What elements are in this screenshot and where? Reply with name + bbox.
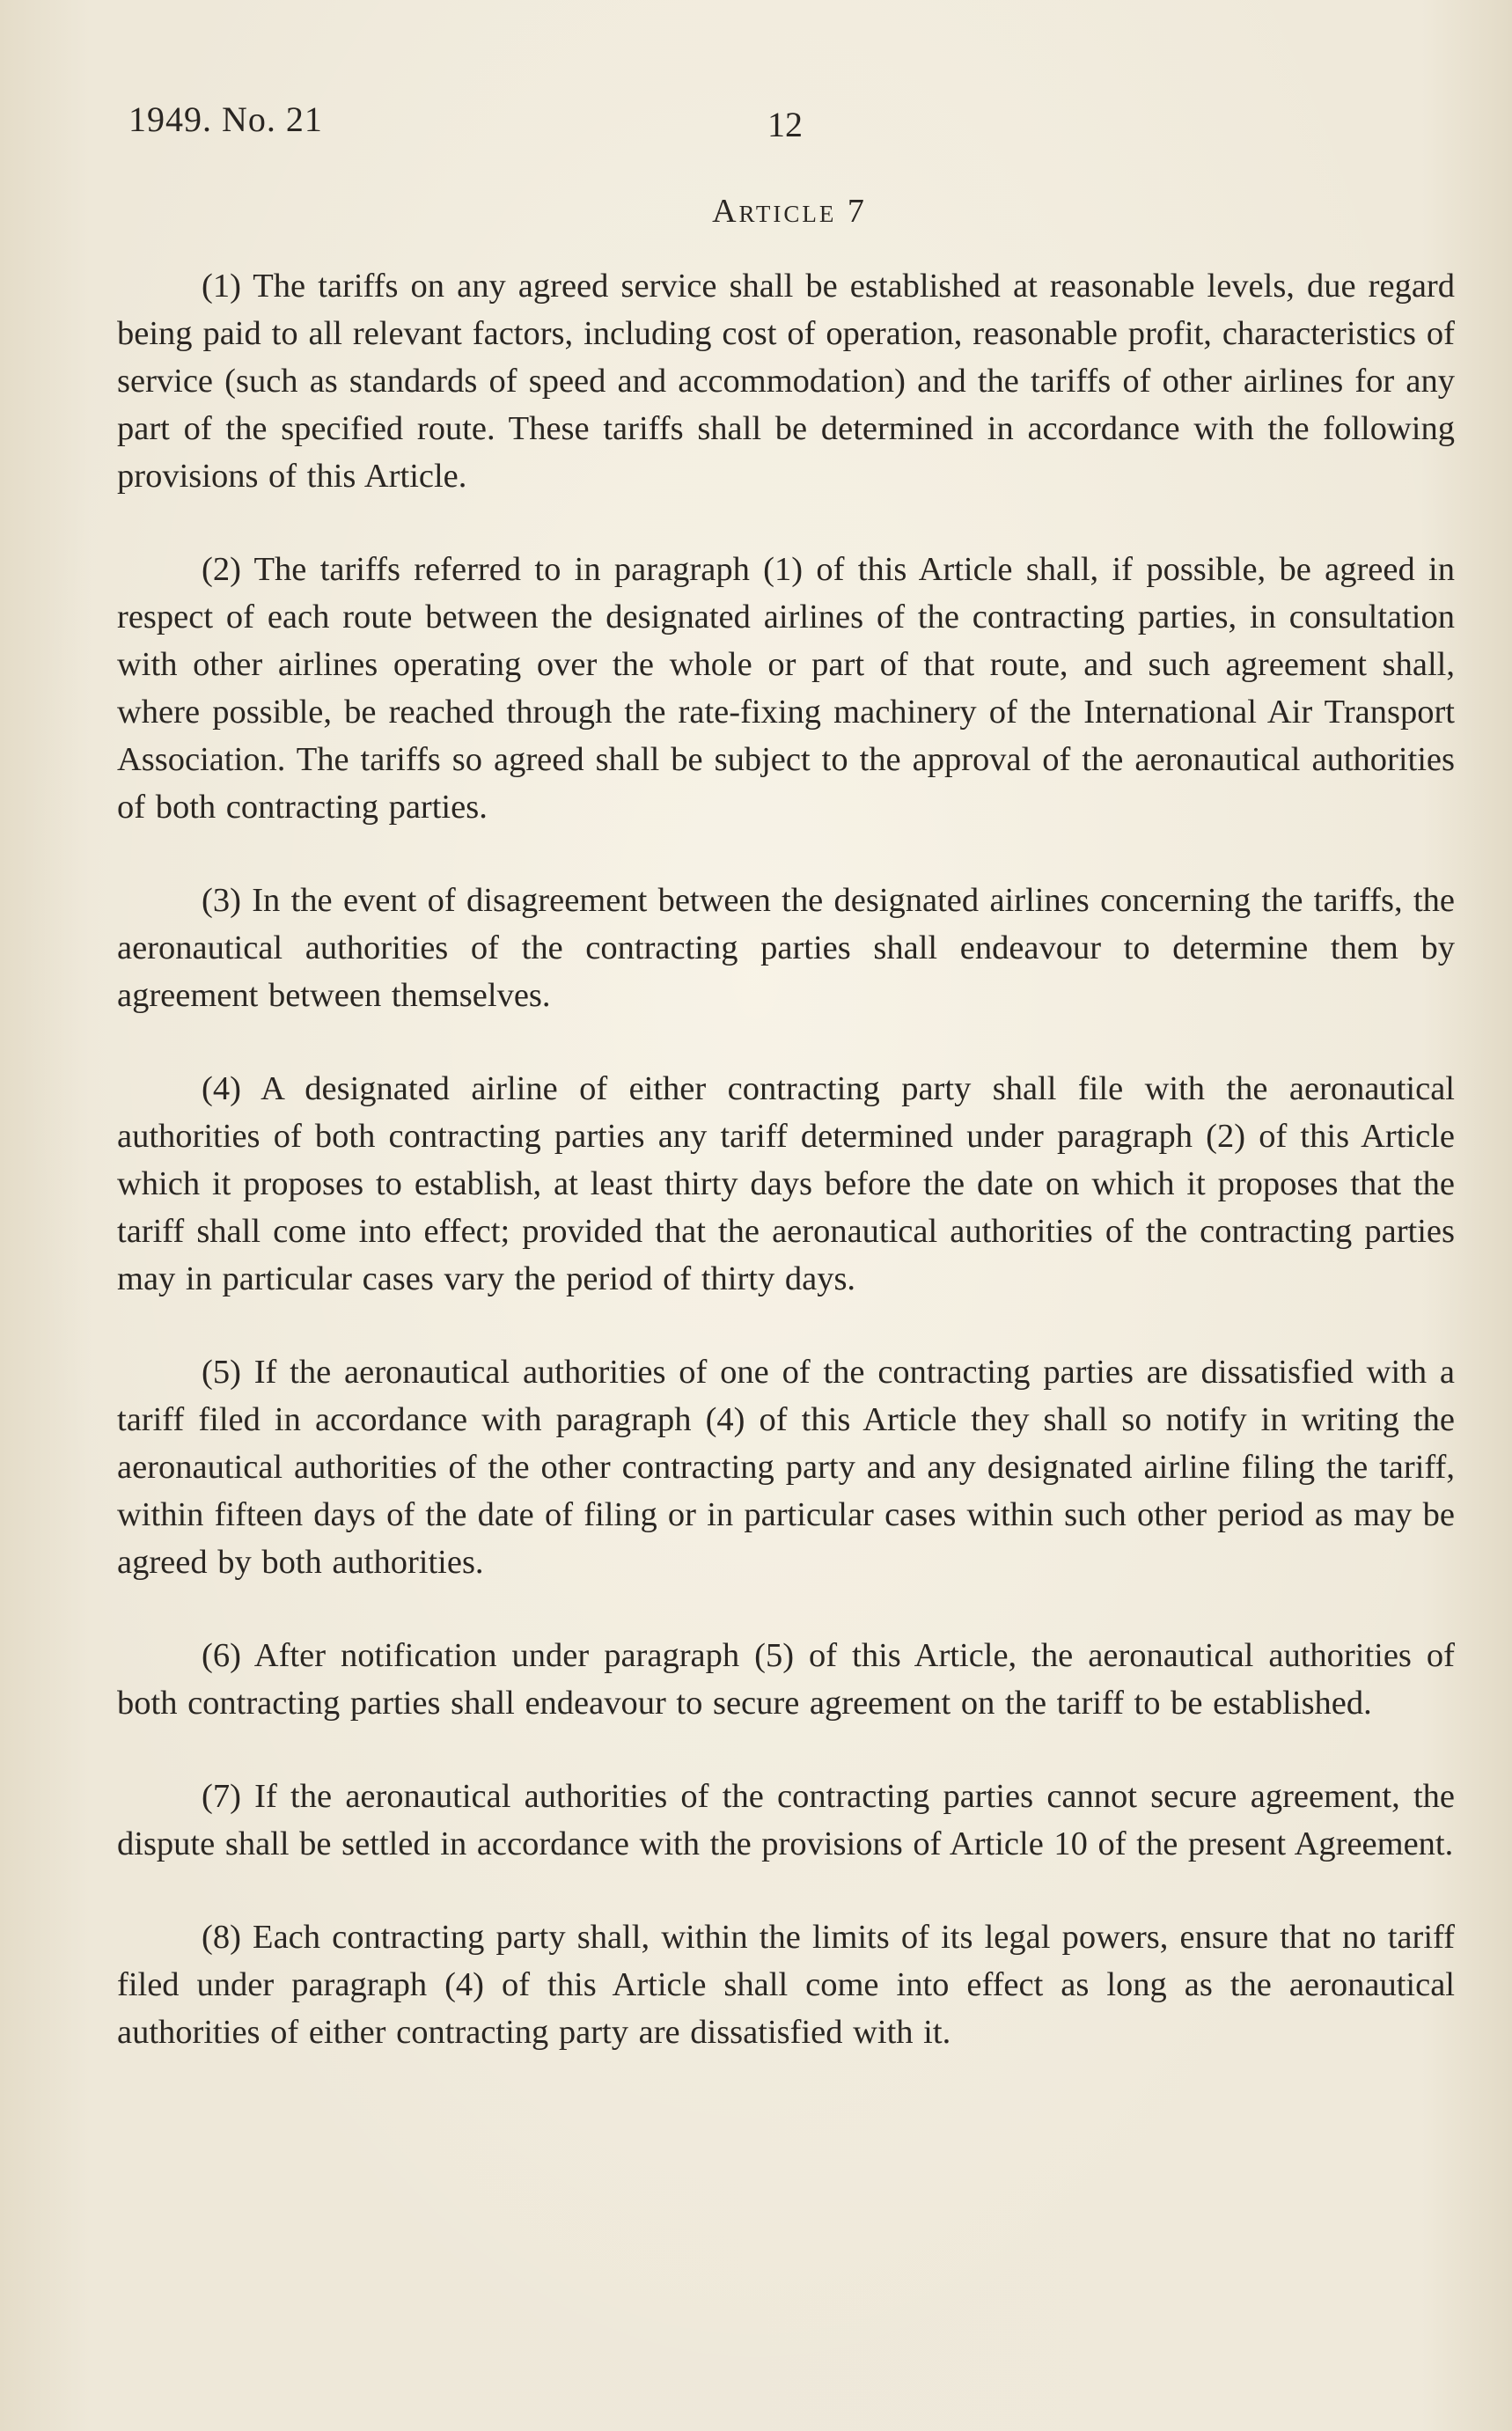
paragraph-1: (1) The tariffs on any agreed service shall be established at reasonable levels, due regard being paid to all relevant factors, including cost of operation, reasonable profit, characteristics of service (such as standards of speed and accommodation) and the tariffs of other airlines for any part of the specified route. These tariffs shall be determined in accordance with the following provisions of this Article.	[117, 268, 1455, 495]
paragraph-2: (2) The tariffs referred to in paragraph (1) of this Article shall, if possible, be agreed in respect of each route between the designated airlines of the contracting parties, in consultation with other airlines operating over the whole or part of that route, and such agreement shall, where possible, be reached through the rate-fixing machinery of the International Air Transport Association. The tariffs so agreed shall be subject to the approval of the aeronautical authorities of both contracting parties.	[117, 551, 1455, 826]
page-number: 12	[767, 105, 803, 144]
paragraph-7: (7) If the aeronautical authorities of the contracting parties cannot secure agreement, the dispute shall be settled in accordance with the provisions of Article 10 of the present Agreement.	[117, 1778, 1455, 1862]
article-heading: Article 7	[712, 193, 867, 230]
article-body	[117, 262, 1455, 2102]
paragraph-6: (6) After notification under paragraph (5) of this Article, the aeronautical authorities of both contracting parties shall endeavour to secure agreement on the tariff to be established.	[117, 1637, 1455, 1722]
paragraph-4: (4) A designated airline of either contracting party shall file with the aeronautical authorities of both contracting parties any tariff determined under paragraph (2) of this Article which it proposes to establish, at least thirty days before the date on which it proposes that the tariff shall come into effect; provided that the aeronautical authorities of the contracting parties may in particular cases vary the period of thirty days.	[117, 1070, 1455, 1297]
paragraph-5: (5) If the aeronautical authorities of one of the contracting parties are dissatisfied with a tariff filed in accordance with paragraph (4) of this Article they shall so notify in writing the aeronautical authorities of the other contracting party and any designated airline filing the tariff, within fifteen days of the date of filing or in particular cases within such other period as may be agreed by both authorities.	[117, 1354, 1455, 1581]
paragraph-3: (3) In the event of disagreement between the designated airlines concerning the tariffs, the aeronautical authorities of the contracting parties shall endeavour to determine them by agreement between themselves.	[117, 882, 1455, 1014]
page-header	[0, 99, 1512, 151]
year-and-number: 1949. No. 21	[128, 99, 323, 139]
paragraph-8: (8) Each contracting party shall, within the limits of its legal powers, ensure that no tariff filed under paragraph (4) of this Article shall come into effect as long as the aeronautical authorities of either contracting party are dissatisfied with it.	[117, 1919, 1455, 2051]
